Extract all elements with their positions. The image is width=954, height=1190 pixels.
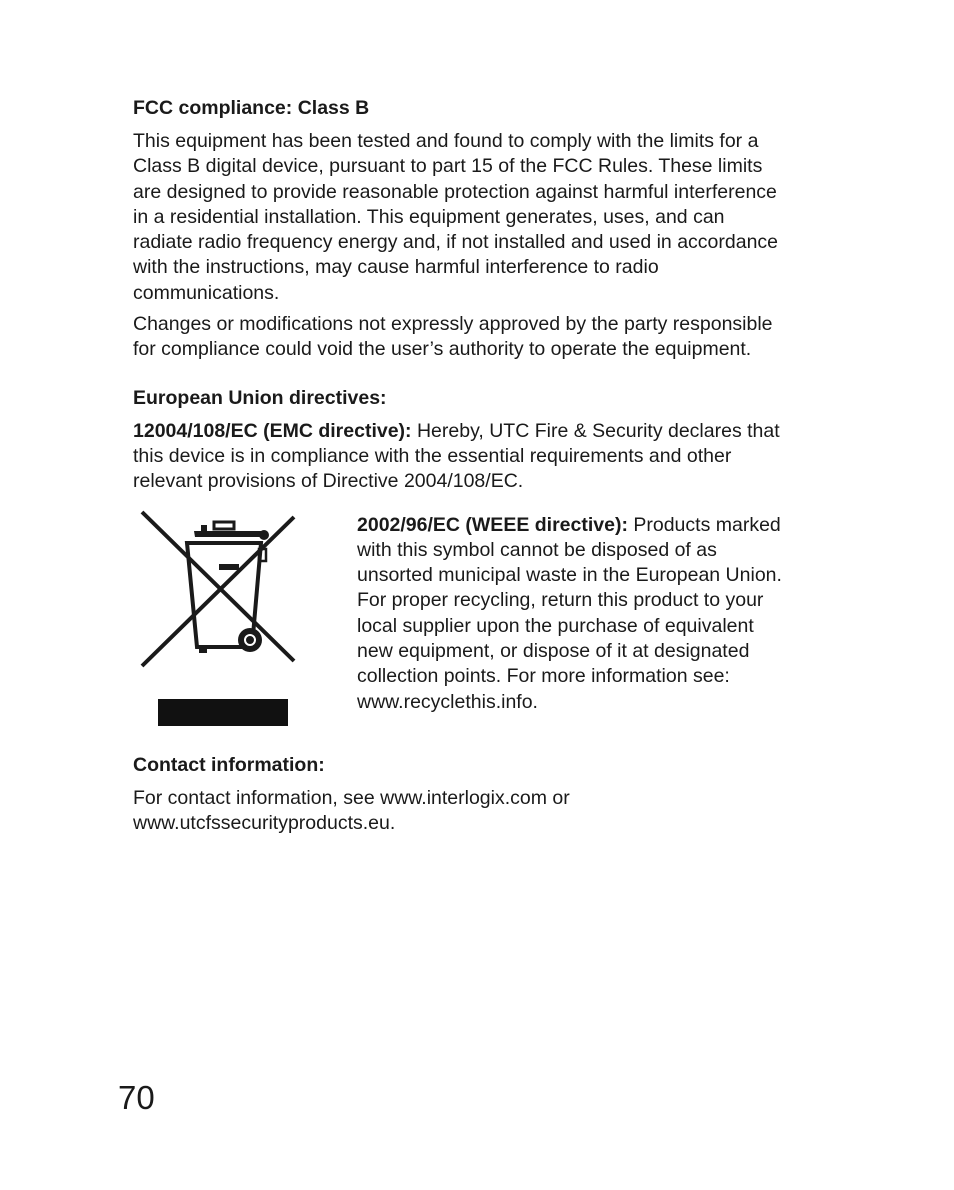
document-body — [133, 96, 783, 842]
weee-lead: 2002/96/EC (WEEE directive): — [357, 513, 628, 536]
crossed-out-wheelie-bin-icon — [139, 509, 297, 731]
page-number: 70 — [118, 1079, 155, 1116]
weee-paragraph — [357, 513, 787, 715]
fcc-heading: FCC compliance: Class B — [133, 97, 370, 119]
contact-heading: Contact information: — [133, 753, 325, 776]
fcc-paragraph-2: Changes or modifications not expressly approved by the party responsible for compliance could void the user’s authority to operate the equipment. — [133, 313, 773, 361]
weee-section — [133, 509, 783, 749]
emc-text: Hereby, UTC Fire & Security declares that this device is in compliance with the essential requirements and other relevant provisions of Directive 2004/108/EC. — [133, 419, 780, 493]
contact-paragraph: For contact information, see www.interlogix.com or www.utcfssecurityproducts.eu. — [133, 786, 570, 834]
emc-paragraph — [133, 419, 783, 495]
emc-lead: 12004/108/EC (EMC directive): — [133, 419, 412, 442]
weee-text: Products marked with this symbol cannot be disposed of as unsorted municipal waste in the European Union. For proper recycling, return this product to your local supplier upon the purchase of equivalent new equipment, or dispose of it at designated collection points. For more information see: www.recyclethis.info. — [357, 513, 782, 713]
eu-heading: European Union directives: — [133, 386, 387, 409]
fcc-paragraph-1: This equipment has been tested and found to comply with the limits for a Class B digital device, pursuant to part 15 of the FCC Rules. These limits are designed to provide reasonable protection against harmful interference in a residential installation. This equipment generates, uses, and can radiate radio frequency energy and, if not installed and used in accordance with the instructions, may cause harmful interference to radio communications. — [133, 130, 779, 304]
